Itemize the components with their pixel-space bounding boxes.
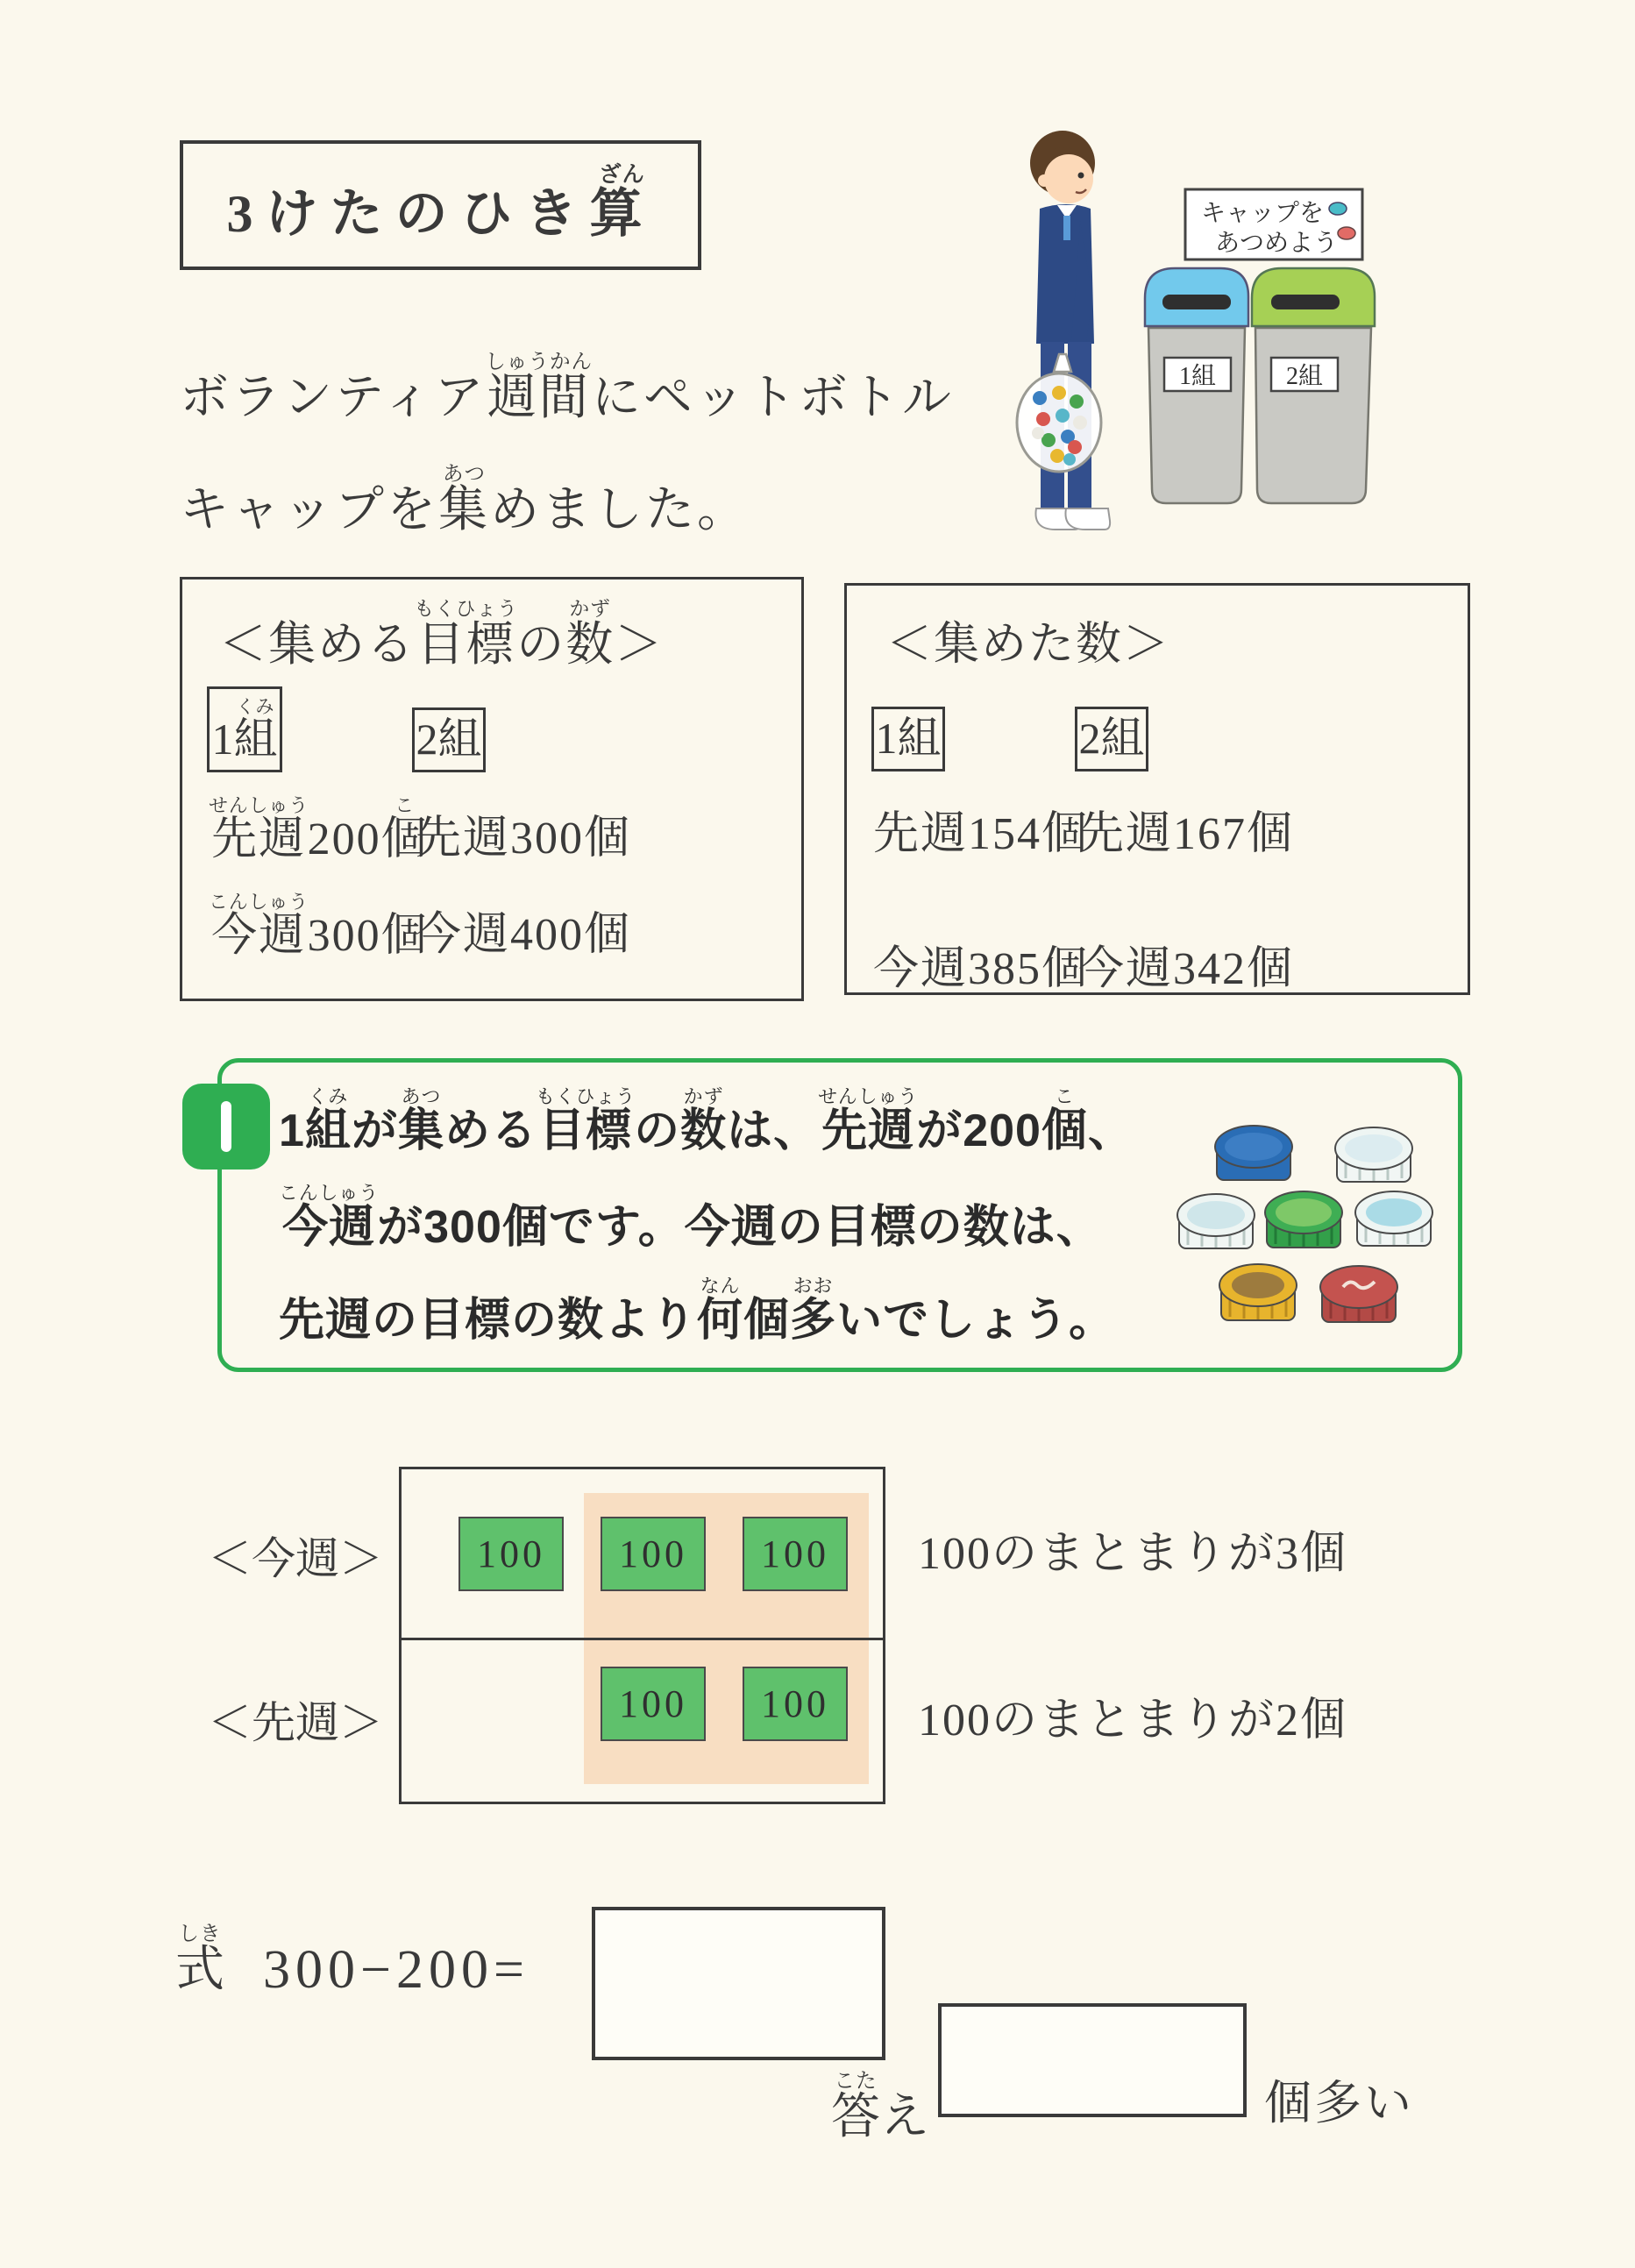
diagram-row-label-thisweek: ＜今週＞ [208,1534,383,1583]
equation-label: 式しき [175,1923,224,1997]
bin-body [1148,328,1245,503]
answer-suffix: 個多い [1264,2077,1414,2129]
hundred-block: 100 [601,1667,706,1741]
goal-class-1-label: 1組くみ [207,686,282,772]
goal-class1-thisweek: 今週こんしゅう300個 [209,892,429,961]
goal-class-2-label: 2組 [412,707,486,772]
collected-numbers-box [844,583,1470,995]
diagram-row-label-lastweek: ＜先週＞ [208,1698,383,1747]
bin-slot [1271,295,1340,309]
diagram-note-thisweek: 100のまとまりが3個 [918,1529,1348,1579]
recycle-bin-1 [1145,268,1248,503]
hundred-block: 100 [743,1667,848,1741]
cap-icon [1329,203,1347,215]
goal-class2-lastweek: 先週300個 [416,814,632,864]
answer-input-box[interactable] [938,2003,1247,2117]
collected-box-header: ＜集めた数＞ [886,620,1171,670]
diagram-divider [402,1638,883,1640]
answer-label: 答こたえ [831,2070,929,2144]
cap-red [1320,1266,1397,1322]
boy-tie [1063,216,1070,240]
hundred-block: 100 [601,1517,706,1591]
collected-class-1-label: 1組 [871,707,945,771]
boy-eye [1078,173,1084,179]
goal-numbers-box [180,577,804,1001]
collected-class1-thisweek: 今週385個 [873,944,1090,994]
problem-line-2: 今週こんしゅうが300個です。今週の目標の数は、 [279,1182,1103,1253]
cap-green [1265,1191,1342,1248]
sign-board [1185,189,1362,260]
intro-line-2: キャップを集あつめました。 [180,463,749,537]
boy-figure [1017,131,1110,530]
sign-text-line2: あつめよう [1215,230,1339,257]
thisweek-block-row [459,1517,848,1591]
numeral-one-bar [221,1101,231,1152]
bin-label: 2組 [1285,363,1324,390]
title-box [180,140,701,270]
cap-blue [1215,1126,1292,1180]
hundred-block: 100 [459,1517,564,1591]
recycle-bin-2 [1252,268,1375,503]
cap-white [1177,1194,1255,1248]
goal-box-header: ＜集める目標もくひょうの数かず＞ [219,598,665,671]
bottle-caps-illustration [1170,1094,1451,1340]
hundred-block: 100 [743,1517,848,1591]
boy-and-bins-illustration [982,123,1455,544]
cap-yellow [1219,1264,1297,1320]
cap-white [1335,1127,1412,1182]
problem-line-3: 先週の目標の数より何なん個多おおいでしょう。 [279,1275,1116,1346]
cap-white-blue [1355,1191,1432,1246]
cap-icon [1338,227,1355,239]
bin-label: 1組 [1178,363,1217,390]
problem-number-marker [182,1084,270,1170]
equation-expression: 300−200= [263,1940,530,2000]
boy-face [1044,154,1093,203]
sign-text-line1: キャップを [1201,200,1325,227]
goal-class1-lastweek: 先週せんしゅう200個こ [209,795,429,864]
intro-line-1: ボランティア週間しゅうかんにペットボトル [180,351,954,425]
goal-class2-thisweek: 今週400個 [416,910,632,960]
bin-slot [1162,295,1231,309]
collected-class2-thisweek: 今週342個 [1078,944,1295,994]
collected-class2-lastweek: 先週167個 [1078,809,1295,859]
bin-body [1255,328,1371,503]
collected-class-2-label: 2組 [1075,707,1148,771]
lastweek-block-row [601,1667,848,1741]
collected-class1-lastweek: 先週154個 [873,809,1090,859]
diagram-note-lastweek: 100のまとまりが2個 [918,1696,1348,1745]
diagram-box [399,1467,885,1804]
boy-ear [1038,174,1050,187]
page-title: 3けたのひき算ざん [226,163,655,243]
problem-line-1: 1組くみが集あつめる目標もくひょうの数かずは、先週せんしゅうが200個こ、 [279,1085,1134,1156]
boy-shoe [1065,508,1110,530]
equation-answer-box[interactable] [592,1907,885,2060]
